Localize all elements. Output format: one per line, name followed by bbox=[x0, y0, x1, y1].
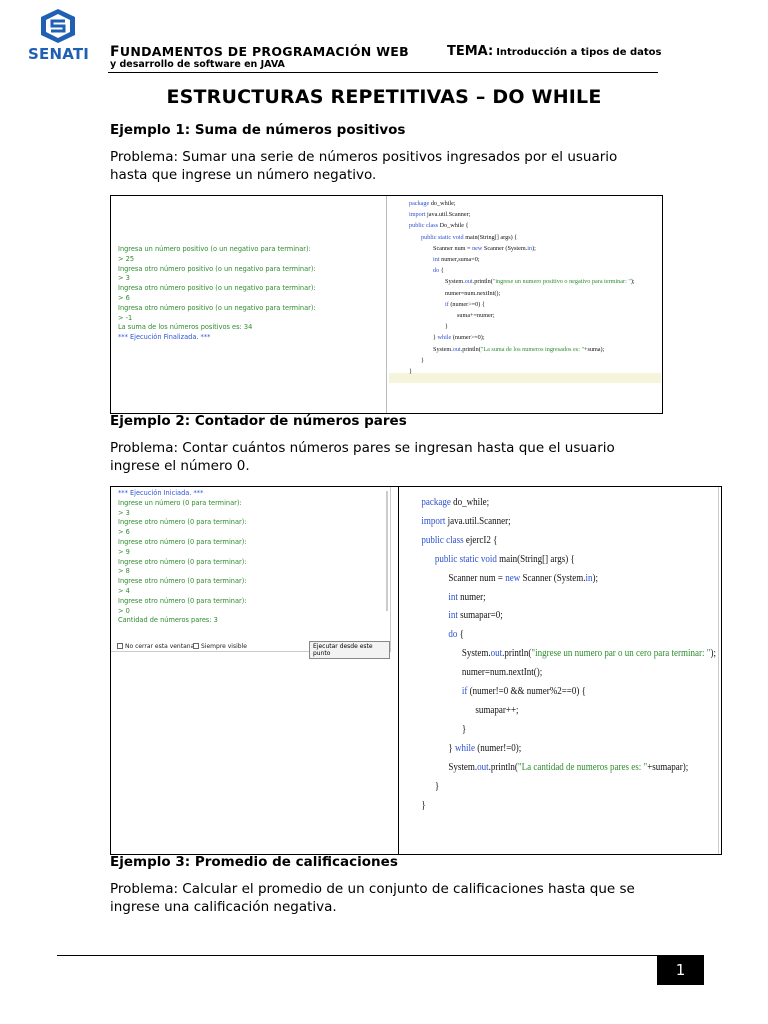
console-line: Ingrese otro número (0 para terminar): bbox=[118, 537, 247, 546]
code-line: if (numer>=0) { bbox=[445, 300, 485, 308]
console-line: > 25 bbox=[118, 254, 135, 263]
editor-margin bbox=[718, 487, 719, 855]
console-line: > 8 bbox=[118, 567, 130, 576]
code-line: System.out.println("ingrese un numero par o un cero para terminar: "); bbox=[461, 648, 716, 660]
example-1-heading: Ejemplo 1: Suma de números positivos bbox=[110, 122, 406, 138]
code-line: int numer,suma=0; bbox=[433, 256, 480, 264]
checkbox-icon bbox=[193, 643, 199, 649]
code-line: } bbox=[409, 368, 412, 376]
example-2-heading: Ejemplo 2: Contador de números pares bbox=[110, 413, 407, 429]
code-line: System.out.println("La cantidad de numeros pares es: "+sumapar); bbox=[448, 761, 689, 773]
console-line: > 0 bbox=[118, 606, 130, 615]
code-line: } bbox=[461, 723, 467, 735]
example-3-heading: Ejemplo 3: Promedio de calificaciones bbox=[110, 854, 398, 870]
code-line: } while (numer>=0); bbox=[433, 334, 485, 342]
always-visible-label: Siempre visible bbox=[201, 643, 247, 650]
code-line: System.out.println("La suma de los numeros ingresados es: "+suma); bbox=[433, 345, 605, 353]
code-line: public class Do_while { bbox=[409, 222, 469, 230]
course-title bbox=[110, 44, 409, 60]
console-line: Ingrese otro número (0 para terminar): bbox=[118, 577, 247, 586]
code-line: package do_while; bbox=[409, 200, 456, 207]
logo-text: SENATI bbox=[28, 45, 90, 63]
code-line: public static void main(String[] args) { bbox=[434, 553, 575, 565]
figure-divider bbox=[386, 196, 387, 414]
example-1-problem: Problema: Sumar una serie de números positivos ingresados por el usuario hasta que ingrese un número negativo. bbox=[110, 149, 618, 183]
code-line: numer=num.nextInt(); bbox=[461, 667, 543, 679]
code-line: suma+=numer; bbox=[457, 312, 495, 320]
course-subtitle: y desarrollo de software en JAVA bbox=[110, 59, 285, 70]
course-title-initial: F bbox=[110, 44, 120, 60]
console-line: Ingrese otro número (0 para terminar): bbox=[118, 557, 247, 566]
code-line: Scanner num = new Scanner (System.in); bbox=[433, 244, 536, 252]
example-2-source-code bbox=[407, 494, 716, 815]
figure-divider bbox=[398, 487, 399, 855]
no-close-label: No cerrar esta ventana bbox=[125, 643, 195, 650]
exec-from-here-button[interactable]: Ejecutar desde este punto bbox=[309, 641, 390, 659]
footer-divider bbox=[57, 955, 657, 956]
tema-label: TEMA: bbox=[447, 44, 494, 59]
code-line: if (numer!=0 && numer%2==0) { bbox=[461, 686, 586, 698]
console-line: Ingrese otro número (0 para terminar): bbox=[118, 518, 247, 527]
console-line: > 9 bbox=[118, 547, 130, 556]
senati-emblem-icon bbox=[38, 8, 78, 44]
example-2-figure bbox=[110, 486, 722, 855]
example-1-figure bbox=[110, 195, 663, 414]
code-line: numer=num.nextInt(); bbox=[445, 289, 501, 297]
code-line: Scanner num = new Scanner (System.in); bbox=[448, 572, 598, 584]
console-line: Ingresa otro número positivo (o un negativo para terminar): bbox=[118, 284, 316, 293]
example-2-problem: Problema: Contar cuántos números pares se ingresan hasta que el usuario ingrese el número 0. bbox=[110, 440, 615, 474]
example-3-problem: Problema: Calcular el promedio de un conjunto de calificaciones hasta que se ingrese una calificación negativa. bbox=[110, 881, 635, 915]
senati-logo bbox=[28, 8, 88, 64]
code-line: int sumapar=0; bbox=[448, 610, 503, 622]
console-line: Cantidad de números pares: 3 bbox=[118, 616, 218, 625]
console-line: > 6 bbox=[118, 293, 130, 302]
page-title: ESTRUCTURAS REPETITIVAS – DO WHILE bbox=[166, 86, 602, 108]
code-line: } bbox=[421, 356, 424, 364]
code-line: int numer; bbox=[448, 591, 486, 603]
code-line: public static void main(String[] args) { bbox=[421, 233, 518, 241]
code-line: } bbox=[434, 780, 440, 792]
console-line: La suma de los números positivos es: 34 bbox=[118, 323, 253, 332]
no-close-checkbox[interactable] bbox=[117, 643, 194, 650]
code-line: public class ejercI2 { bbox=[421, 534, 498, 546]
checkbox-icon bbox=[117, 643, 123, 649]
code-line: sumapar++; bbox=[475, 704, 519, 716]
console-line: *** Ejecución Iniciada. *** bbox=[118, 489, 204, 497]
console-line: Ingresa otro número positivo (o un negativo para terminar): bbox=[118, 303, 316, 312]
console-line: Ingrese un número (0 para terminar): bbox=[118, 498, 242, 507]
console-scrollbar[interactable] bbox=[386, 491, 388, 611]
code-line: import java.util.Scanner; bbox=[421, 515, 511, 527]
always-visible-checkbox[interactable] bbox=[193, 643, 247, 650]
page-number: 1 bbox=[657, 955, 704, 985]
header-divider bbox=[108, 72, 658, 73]
example-1-console-output bbox=[118, 245, 316, 343]
console-line: > -1 bbox=[118, 313, 133, 322]
console-line: > 6 bbox=[118, 528, 130, 537]
console-line: *** Ejecución Finalizada. *** bbox=[118, 333, 211, 342]
console-line: > 4 bbox=[118, 586, 130, 595]
code-line: do { bbox=[433, 267, 444, 275]
console-line: > 3 bbox=[118, 274, 130, 283]
code-line: } bbox=[445, 323, 448, 331]
console-line: Ingresa un número positivo (o un negativo para terminar): bbox=[118, 245, 311, 253]
code-line: import java.util.Scanner; bbox=[409, 211, 471, 219]
course-title-rest: UNDAMENTOS DE PROGRAMACIÓN WEB bbox=[119, 44, 409, 59]
example-1-source-code bbox=[393, 198, 635, 377]
code-line: System.out.println("ingrese un numero positivo o negativo para terminar: "); bbox=[445, 278, 635, 286]
code-line: package do_while; bbox=[421, 497, 490, 508]
console-line: Ingresa otro número positivo (o un negativo para terminar): bbox=[118, 264, 316, 273]
console-line: > 3 bbox=[118, 508, 130, 517]
console-line: Ingrese otro número (0 para terminar): bbox=[118, 596, 247, 605]
tema-value: Introducción a tipos de datos bbox=[496, 47, 662, 58]
code-line: } bbox=[421, 799, 426, 811]
code-line: do { bbox=[448, 629, 464, 641]
console-window bbox=[111, 487, 391, 657]
tema bbox=[447, 44, 661, 59]
example-2-console-output bbox=[118, 489, 247, 626]
code-line: } while (numer!=0); bbox=[448, 742, 522, 754]
